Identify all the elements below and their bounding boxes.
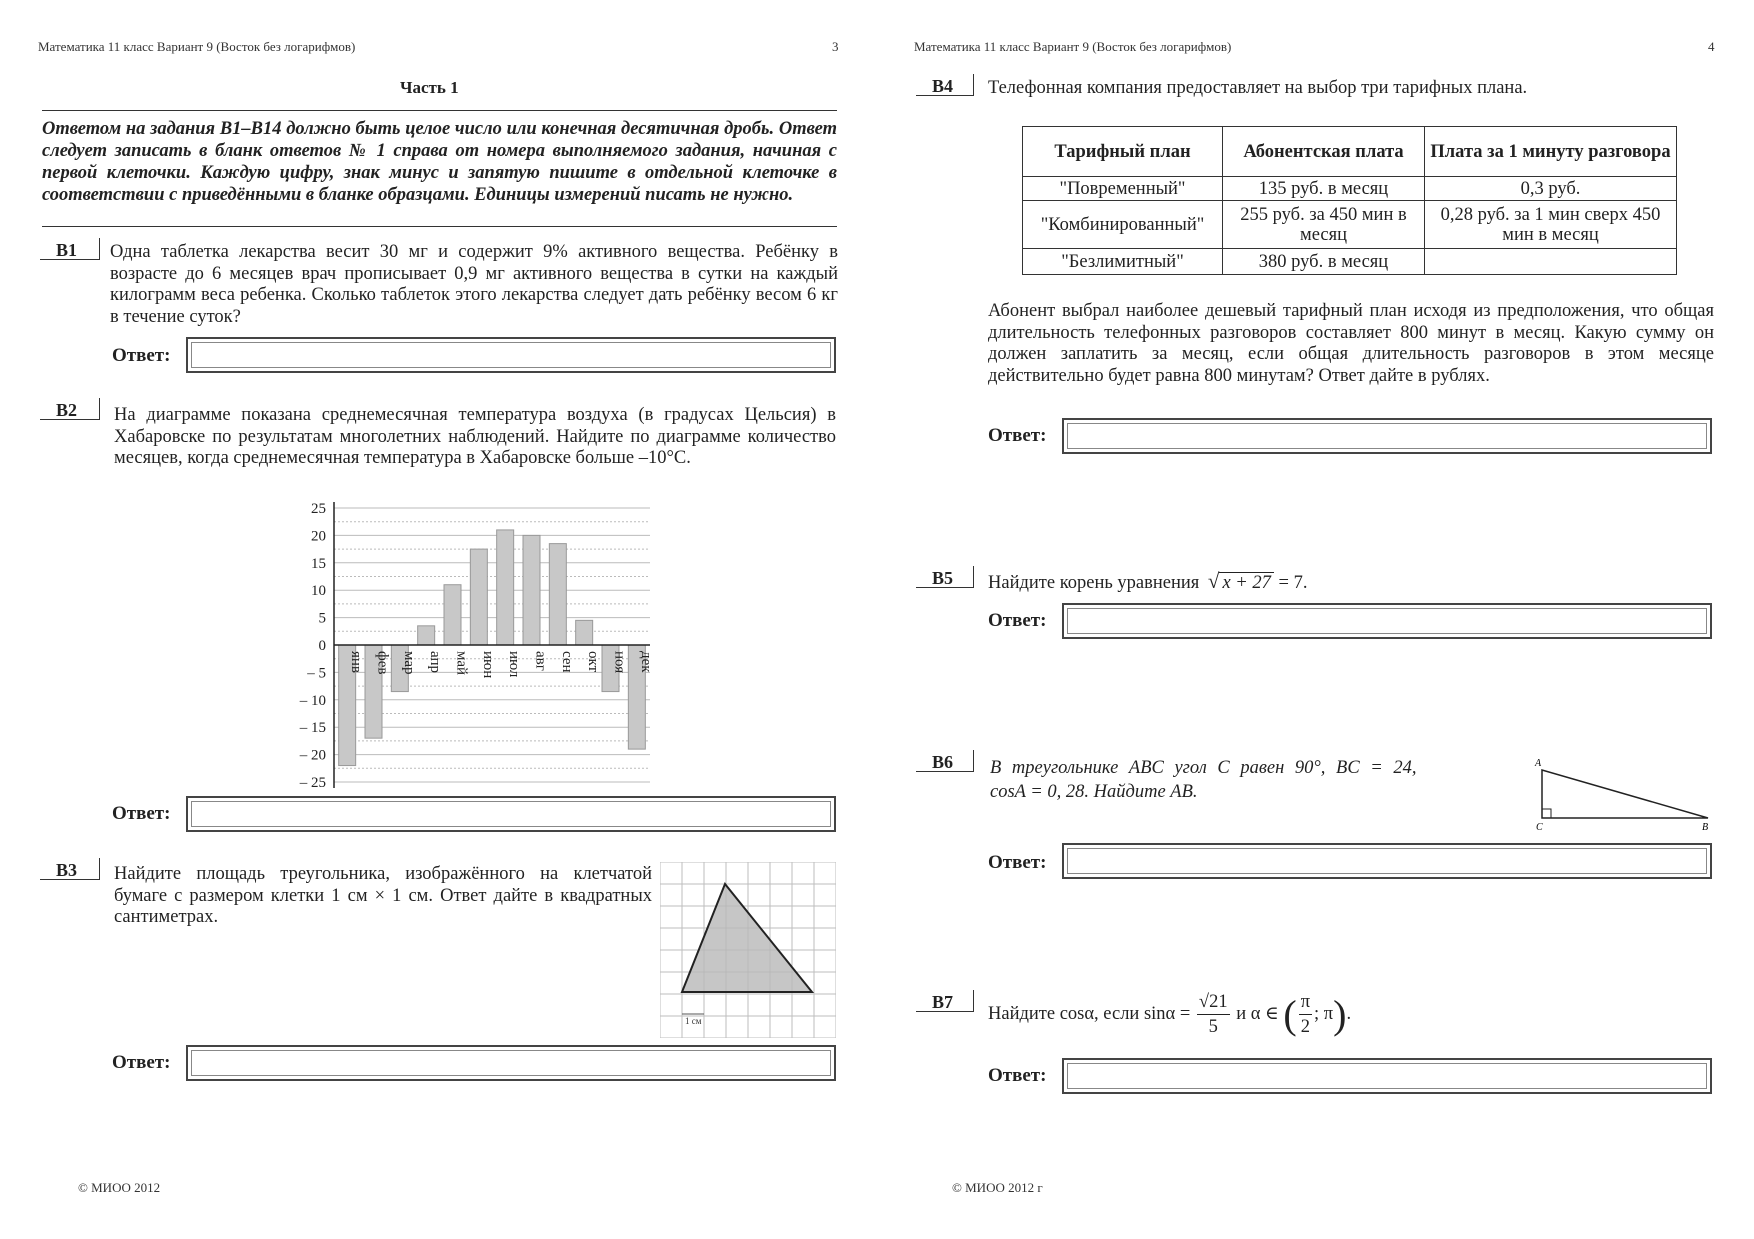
y-tick-label: 25	[311, 501, 326, 517]
table-cell	[1425, 249, 1677, 275]
b5-question	[988, 571, 1708, 595]
table-cell: 255 руб. за 450 мин в месяц	[1223, 201, 1425, 249]
y-tick-label: 20	[311, 528, 326, 545]
month-label: мар	[400, 651, 417, 675]
b4-question: Абонент выбрал наиболее дешевый тарифный план исходя из предположения, что общая длительность телефонных разговоров составляет 800 минут в месяц. Какую сумму он должен заплатить за месяц, если общая длительность разговоров в этом месяце действительно будет равна 800 минутам? Ответ дайте в рублях.	[988, 301, 1714, 386]
b5-text: Найдите корень уравнения	[988, 573, 1200, 593]
right-angle-mark	[1542, 809, 1551, 818]
month-label: апр	[427, 651, 444, 673]
fraction-denominator: 5	[1208, 1017, 1218, 1038]
task-tag-b7: B7	[932, 992, 954, 1012]
triangle	[1542, 770, 1708, 818]
month-label: ноя	[611, 651, 628, 674]
month-label: окт	[585, 651, 602, 673]
y-tick-label: 15	[311, 555, 326, 572]
task-tag-b6: B6	[932, 752, 954, 772]
y-tick-label: – 10	[299, 692, 326, 709]
y-tick-label: – 15	[299, 720, 326, 737]
page-header: Математика 11 класс Вариант 9 (Восток без логарифмов)	[914, 39, 1232, 54]
y-tick-label: 0	[318, 638, 326, 654]
table-row	[1023, 177, 1677, 201]
y-tick-label: 10	[311, 583, 326, 600]
y-tick-label: – 20	[299, 747, 326, 764]
month-label: сен	[558, 651, 575, 673]
tariff-table	[1022, 126, 1677, 275]
task-tag-b4: B4	[932, 76, 954, 96]
divider	[42, 226, 837, 227]
b6-question-line2: cosA = 0, 28. Найдите AB.	[990, 782, 1198, 802]
grid-triangle-figure	[660, 862, 836, 1038]
task-tag-b2: B2	[56, 400, 78, 420]
answer-label: Ответ:	[988, 1065, 1047, 1086]
b2-question: На диаграмме показана среднемесячная температура воздуха (в градусах Цельсия) в Хабаровске по результатам многолетних наблюдений. Найдите по диаграмме количество месяцев, когда среднемесячная температура в Хабаровске больше –10°C.	[114, 405, 836, 468]
instructions: Ответом на задания B1–B14 должно быть целое число или конечная десятичная дробь. Ответ следует записать в бланк ответов № 1 справа от номера выполняемого задания, начиная с первой клеточки. Каждую цифру, знак минус и запятую пишите в отдельной клеточке в соответствии с приведёнными в бланке образцами. Единицы измерений писать не нужно.	[42, 119, 837, 205]
answer-label: Ответ:	[112, 345, 171, 366]
b7-interval-rest: ; π	[1314, 1004, 1334, 1024]
answer-label: Ответ:	[112, 1052, 171, 1073]
b7-answer-field[interactable]	[1062, 1058, 1712, 1094]
b6-answer-field[interactable]	[1062, 843, 1712, 879]
month-label: фев	[374, 651, 391, 675]
month-label: янв	[348, 651, 365, 674]
table-cell: 135 руб. в месяц	[1223, 177, 1425, 201]
month-label: июн	[479, 651, 496, 679]
vertex-label-b: B	[1702, 822, 1709, 833]
column-header: Абонентская плата	[1223, 127, 1425, 177]
task-tag-b3: B3	[56, 860, 78, 880]
b7-text: Найдите cosα, если sinα =	[988, 1004, 1191, 1024]
answer-label: Ответ:	[988, 610, 1047, 631]
part-title: Часть 1	[400, 78, 459, 97]
answer-label: Ответ:	[112, 803, 171, 824]
table-cell: 0,3 руб.	[1425, 177, 1677, 201]
b3-question: Найдите площадь треугольника, изображённого на клетчатой бумаге с размером клетки 1 см × 1 см. Ответ дайте в квадратных сантиметрах.	[114, 864, 652, 927]
month-label: авг	[532, 651, 549, 671]
fraction-numerator: √21	[1197, 990, 1230, 1015]
vertex-label-a: A	[1535, 758, 1542, 769]
page-number: 3	[832, 39, 839, 54]
y-tick-label: 5	[318, 610, 326, 627]
table-cell: "Безлимитный"	[1023, 249, 1223, 275]
column-header: Плата за 1 минуту разговора	[1425, 127, 1677, 177]
sqrt-expression: √ x + 27	[1208, 571, 1274, 595]
month-label: дек	[637, 651, 654, 673]
table-cell: "Комбинированный"	[1023, 201, 1223, 249]
y-tick-label: – 25	[299, 775, 326, 791]
bar-июн	[470, 549, 487, 645]
fraction-numerator: π	[1299, 990, 1312, 1015]
page-number: 4	[1708, 39, 1715, 54]
b5-answer-field[interactable]	[1062, 603, 1712, 639]
bar-апр	[418, 626, 435, 645]
table-cell: 380 руб. в месяц	[1223, 249, 1425, 275]
bar-окт	[576, 620, 593, 645]
temperature-chart	[290, 496, 660, 792]
b7-text-end: .	[1346, 1004, 1352, 1024]
page-footer: © МИОО 2012 г	[952, 1180, 1043, 1195]
vertex-label-c: C	[1536, 822, 1543, 833]
divider	[42, 110, 837, 111]
left-paren: (	[1283, 991, 1297, 1037]
table-row	[1023, 201, 1677, 249]
page-footer: © МИОО 2012	[78, 1180, 161, 1195]
bar-сен	[549, 544, 566, 645]
answer-label: Ответ:	[988, 425, 1047, 446]
b1-answer-field[interactable]	[186, 337, 836, 373]
month-label: май	[453, 651, 470, 676]
sin-fraction	[1197, 990, 1230, 1039]
right-paren: )	[1333, 991, 1347, 1037]
table-row	[1023, 249, 1677, 275]
bar-авг	[523, 535, 540, 645]
b7-text: и α ∈	[1236, 1004, 1279, 1024]
b6-question-line1: В треугольнике ABC угол C равен 90°, BC = 24,	[990, 758, 1417, 778]
right-triangle-figure	[1530, 752, 1710, 838]
scale-label: 1 см	[685, 1016, 702, 1026]
table-cell: "Повременный"	[1023, 177, 1223, 201]
column-header: Тарифный план	[1023, 127, 1223, 177]
bar-май	[444, 585, 461, 645]
b1-question: Одна таблетка лекарства весит 30 мг и содержит 9% активного вещества. Ребёнку в возрасте до 6 месяцев врач прописывает 0,9 мг активного вещества в сутки на каждый килограмм веса ребенка. Сколько таблеток этого лекарства следует дать ребёнку весом 6 кг в течение суток?	[110, 242, 838, 327]
month-label: июл	[506, 651, 523, 678]
b7-question	[988, 990, 1708, 1039]
b2-answer-field[interactable]	[186, 796, 836, 832]
bar-июл	[497, 530, 514, 645]
radicand: x + 27	[1219, 572, 1273, 593]
answer-label: Ответ:	[988, 852, 1047, 873]
b4-intro: Телефонная компания предоставляет на выбор три тарифных плана.	[988, 78, 1528, 98]
interval-fraction	[1299, 990, 1312, 1039]
table-header-row	[1023, 127, 1677, 177]
fraction-denominator: 2	[1300, 1017, 1310, 1038]
task-tag-b1: B1	[56, 240, 78, 260]
b5-rhs: = 7.	[1278, 573, 1308, 593]
task-tag-b5: B5	[932, 568, 954, 588]
b3-answer-field[interactable]	[186, 1045, 836, 1081]
table-cell: 0,28 руб. за 1 мин сверх 450 мин в месяц	[1425, 201, 1677, 249]
b4-answer-field[interactable]	[1062, 418, 1712, 454]
y-tick-label: – 5	[307, 665, 326, 682]
page-header: Математика 11 класс Вариант 9 (Восток без логарифмов)	[38, 39, 356, 54]
